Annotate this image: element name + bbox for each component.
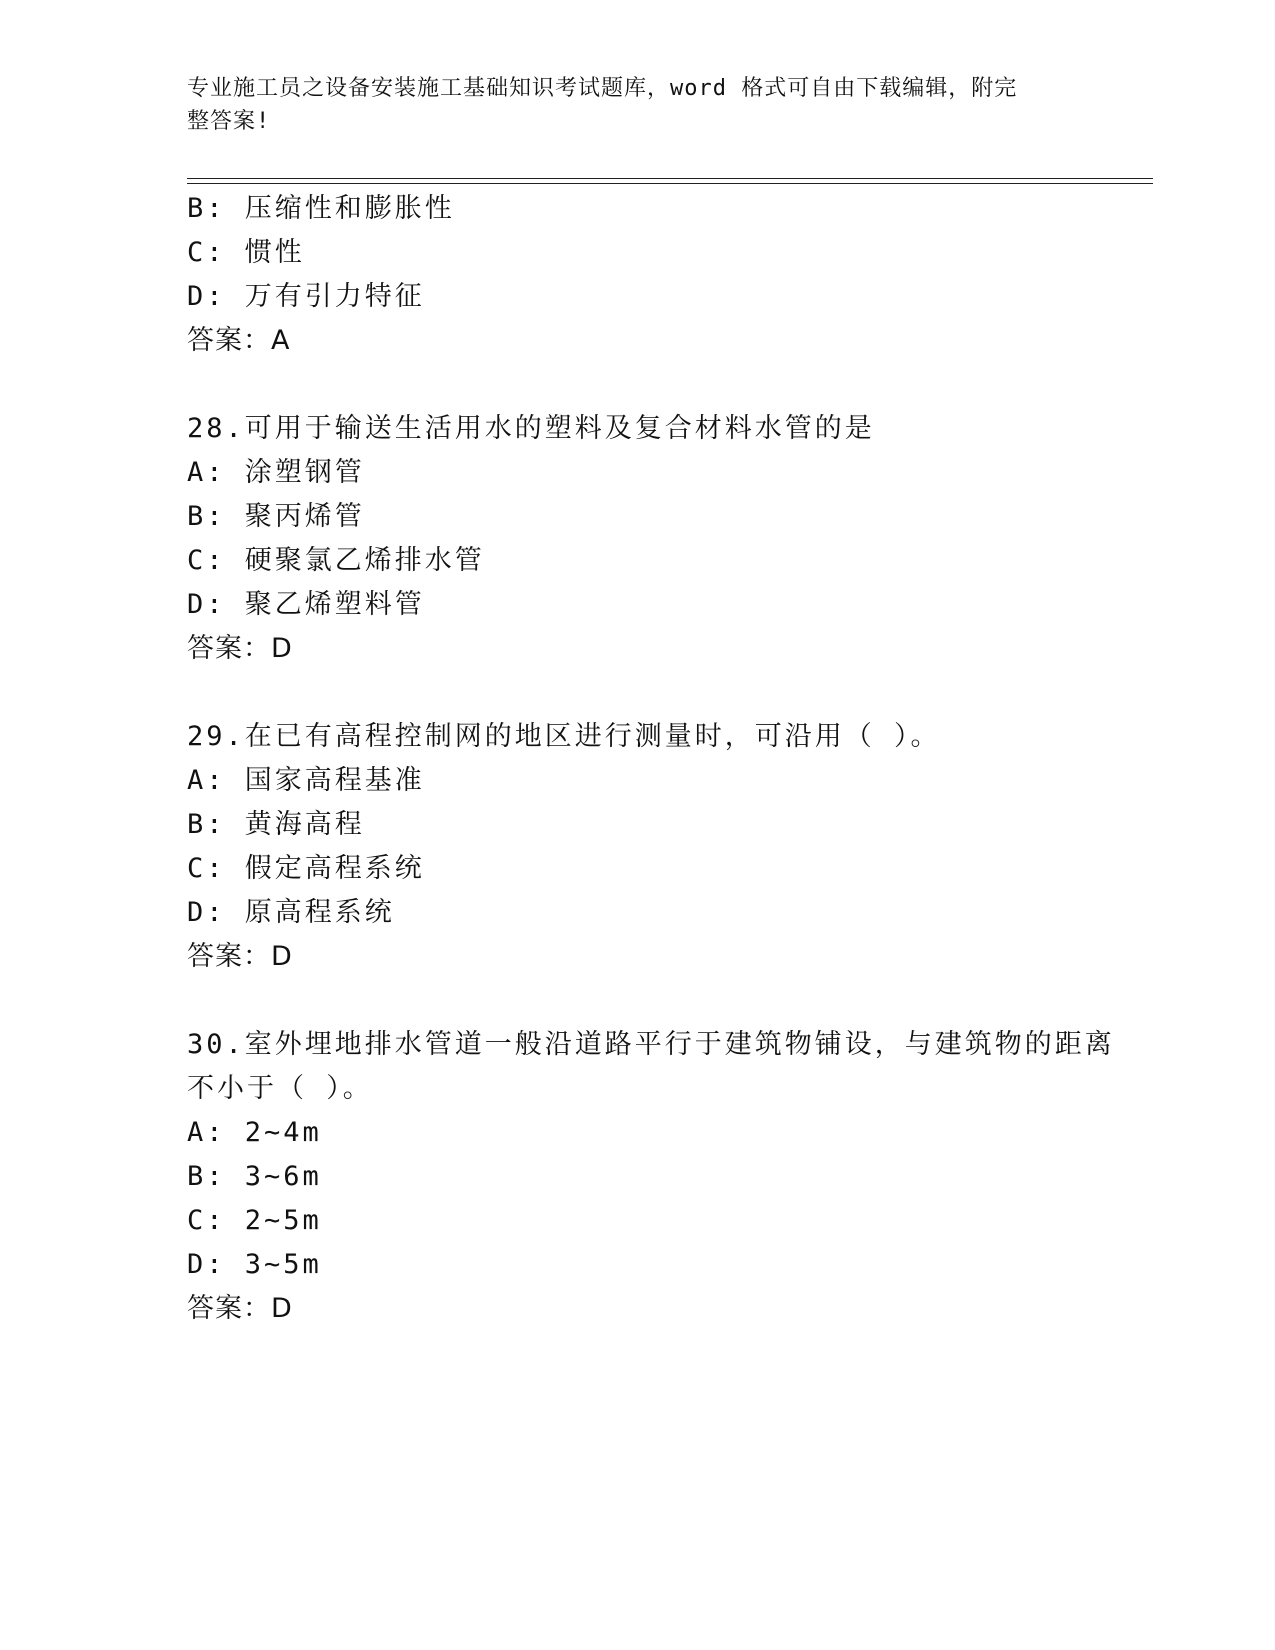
option-c: C: 硬聚氯乙烯排水管 xyxy=(187,545,485,576)
option-a: A: 涂塑钢管 xyxy=(187,457,365,488)
option-a: A: 国家高程基准 xyxy=(187,765,425,796)
question-stem: 29.在已有高程控制网的地区进行测量时，可沿用（ ）。 xyxy=(187,721,941,752)
option-d: D: 万有引力特征 xyxy=(187,281,425,312)
option-d: D: 聚乙烯塑料管 xyxy=(187,589,425,620)
answer-line: 答案：D xyxy=(187,941,293,972)
answer-line: 答案：A xyxy=(187,325,291,356)
header-line-1: 专业施工员之设备安装施工基础知识考试题库，word 格式可自由下载编辑，附完 xyxy=(187,76,1018,101)
option-a: A: 2~4m xyxy=(187,1117,322,1148)
question-stem: 28.可用于输送生活用水的塑料及复合材料水管的是 xyxy=(187,413,875,444)
option-d: D: 3~5m xyxy=(187,1249,322,1280)
header-divider-bottom xyxy=(187,183,1153,184)
option-b: B: 黄海高程 xyxy=(187,809,365,840)
option-c: C: 惯性 xyxy=(187,237,305,268)
option-b: B: 聚丙烯管 xyxy=(187,501,365,532)
question-stem: 30.室外埋地排水管道一般沿道路平行于建筑物铺设，与建筑物的距离 xyxy=(187,1029,1115,1060)
answer-line: 答案：D xyxy=(187,1293,293,1324)
answer-line: 答案：D xyxy=(187,633,293,664)
header-line-2: 整答案! xyxy=(187,109,271,134)
option-d: D: 原高程系统 xyxy=(187,897,395,928)
option-c: C: 2~5m xyxy=(187,1205,322,1236)
question-stem-continued: 不小于（ ）。 xyxy=(187,1073,373,1104)
header-divider-top xyxy=(187,178,1153,179)
option-b: B: 3~6m xyxy=(187,1161,322,1192)
option-c: C: 假定高程系统 xyxy=(187,853,425,884)
option-b: B: 压缩性和膨胀性 xyxy=(187,193,455,224)
document-header xyxy=(187,72,1067,138)
